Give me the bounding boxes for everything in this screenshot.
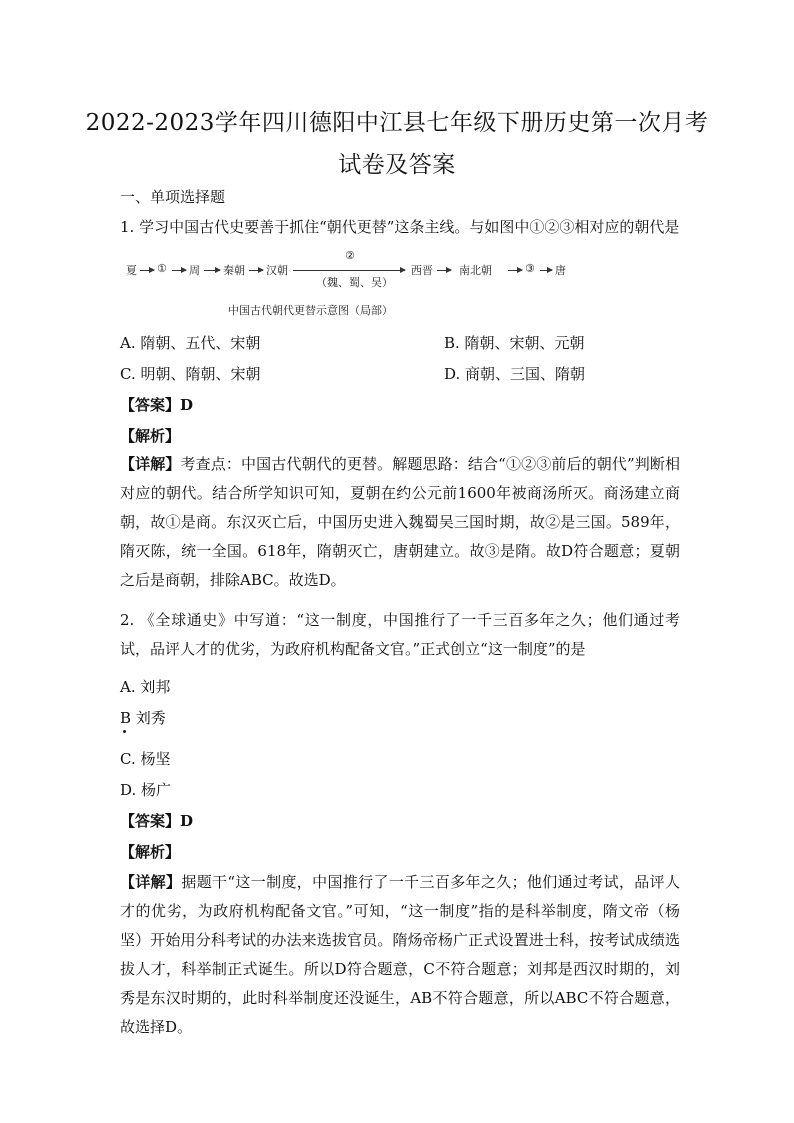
diagram-arrow — [540, 270, 552, 271]
diagram-caption: 中国古代朝代更替示意图（局部） — [228, 304, 393, 317]
q2-detail-label: 【详解】 — [120, 873, 182, 891]
document-title-line1: 2022-2023学年四川德阳中江县七年级下册历史第一次月考 — [85, 110, 709, 136]
diagram-long-arrow — [293, 270, 405, 271]
q2-option-c: C. 杨坚 — [120, 750, 171, 768]
q1-detail-label: 【详解】 — [120, 455, 181, 473]
diagram-blank-1: ① — [157, 262, 167, 275]
diagram-blank-2: ② — [345, 249, 355, 262]
diagram-nanbeichao: 南北朝 — [459, 264, 492, 277]
q1-option-b: B. 隋朝、宋朝、元朝 — [444, 334, 585, 352]
q2-detail — [120, 868, 680, 1042]
q2-analysis-label: 【解析】 — [120, 843, 181, 861]
diagram-arrow — [508, 270, 522, 271]
q1-option-c: C. 明朝、隋朝、宋朝 — [120, 365, 261, 383]
diagram-han: 汉朝 — [266, 264, 288, 277]
q1-detail-text: 考查点：中国古代朝代的更替。解题思路：结合“①②③前后的朝代”判断相对应的朝代。结合所学知识可知，夏朝在约公元前1600年被商汤所灭。商汤建立商朝，故①是商。东汉灭亡后，中国历史进入魏蜀吴三国时期，故②是三国。589年，隋灭陈，统一全国。618年，隋朝灭亡，唐朝建立。故③是隋。故D符合题意；夏朝之后是商朝，排除ABC。故选D。 — [120, 455, 680, 589]
q1-answer: 【答案】D — [120, 396, 194, 414]
diagram-arrow — [437, 270, 451, 271]
q1-stem: 1. 学习中国古代史要善于抓住“朝代更替”这条主线。与如图中①②③相对应的朝代是 — [120, 218, 680, 236]
q2-detail-text: 据题干“这一制度，中国推行了一千三百多年之久；他们通过考试，品评人才的优劣，为政府机构配备文官。”可知，“这一制度”指的是科举制度，隋文帝（杨坚）开始用分科考试的办法来选拔官员。隋炀帝杨广正式设置进士科，按考试成绩选拔人才，科举制正式诞生。所以D符合题意，C不符合题意；刘邦是西汉时期的，刘秀是东汉时期的，此时科举制度还没诞生，AB不符合题意，所以ABC不符合题意，故选择D。 — [120, 873, 680, 1036]
dynasty-succession-diagram — [120, 246, 580, 318]
q2-stem: 2. 《全球通史》中写道：“这一制度，中国推行了一千三百多年之久；他们通过考试，品评人才的优劣，为政府机构配备文官。”正式创立“这一制度”的是 — [120, 611, 680, 658]
diagram-xijin: 西晋 — [411, 264, 433, 277]
diagram-tang: 唐 — [555, 264, 566, 277]
q2-option-a: A. 刘邦 — [120, 678, 171, 696]
q1-detail — [120, 450, 680, 595]
q1-analysis-label: 【解析】 — [120, 427, 181, 445]
q2-option-d: D. 杨广 — [120, 781, 172, 799]
q2-answer: 【答案】D — [120, 812, 194, 830]
diagram-arrow — [172, 270, 186, 271]
stray-dot — [123, 730, 126, 733]
diagram-zhou: 周 — [189, 264, 200, 277]
document-title-line2: 试卷及答案 — [338, 152, 456, 178]
q2-option-b: B 刘秀 — [120, 709, 166, 727]
diagram-arrow — [140, 270, 154, 271]
diagram-three-kingdoms: （魏、蜀、吴） — [316, 276, 393, 289]
q1-option-a: A. 隋朝、五代、宋朝 — [120, 334, 261, 352]
diagram-xia: 夏 — [126, 264, 137, 277]
diagram-blank-3: ③ — [525, 262, 535, 275]
diagram-arrow — [249, 270, 263, 271]
diagram-arrow — [204, 270, 220, 271]
section-heading: 一、单项选择题 — [120, 188, 226, 206]
diagram-qin: 秦朝 — [223, 264, 245, 277]
q1-option-d: D. 商朝、三国、隋朝 — [444, 365, 586, 383]
